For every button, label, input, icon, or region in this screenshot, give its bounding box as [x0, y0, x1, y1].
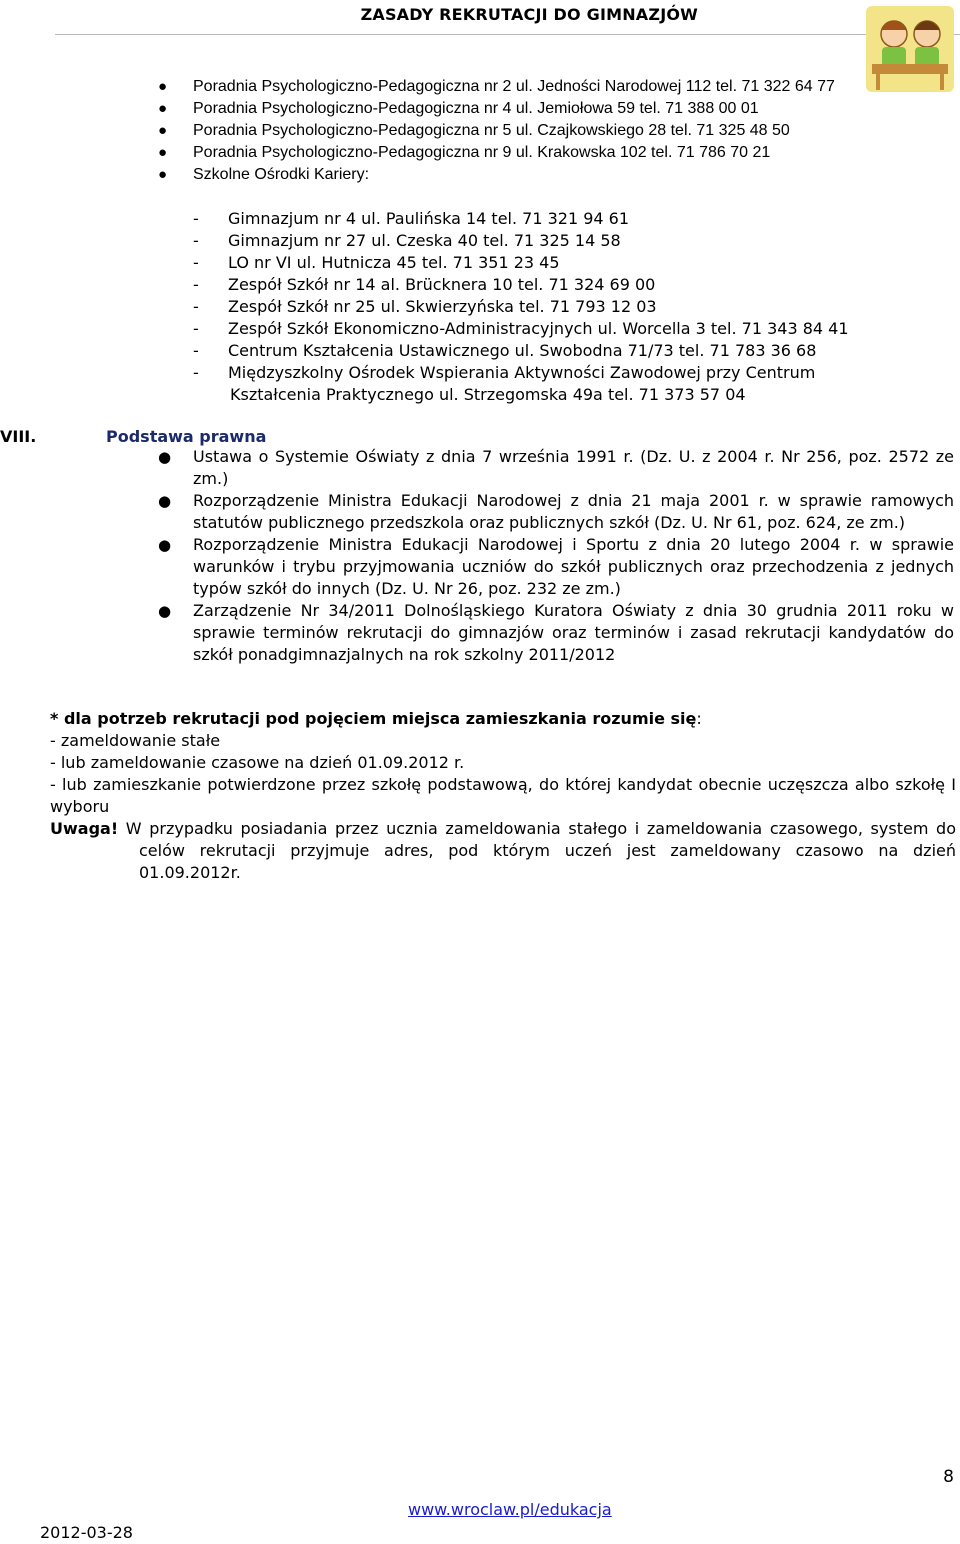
- list-item: ● Poradnia Psychologiczno-Pedagogiczna nr 9 ul. Krakowska 102 tel. 71 786 70 21: [158, 144, 771, 161]
- note-line: - lub zameldowanie czasowe na dzień 01.09.2012 r.: [50, 753, 465, 772]
- residence-notes: [50, 708, 956, 884]
- list-item: - LO nr VI ul. Hutnicza 45 tel. 71 351 23 45: [193, 253, 560, 272]
- list-item: - Zespół Szkół nr 14 al. Brücknera 10 tel. 71 324 69 00: [193, 275, 656, 294]
- legal-basis-list: [0, 446, 960, 666]
- list-item: - Zespół Szkół nr 25 ul. Skwierzyńska tel. 71 793 12 03: [193, 297, 657, 316]
- career-centers-list: [0, 208, 960, 406]
- list-item: - Gimnazjum nr 4 ul. Paulińska 14 tel. 71 321 94 61: [193, 209, 630, 228]
- list-item: - Zespół Szkół Ekonomiczno-Administracyjnych ul. Worcella 3 tel. 71 343 84 41: [193, 319, 849, 338]
- list-item: ● Poradnia Psychologiczno-Pedagogiczna nr 5 ul. Czajkowskiego 28 tel. 71 325 48 50: [158, 122, 790, 139]
- page-number: 8: [943, 1467, 954, 1487]
- footer-link[interactable]: www.wroclaw.pl/edukacja: [408, 1500, 612, 1519]
- header-title: ZASADY REKRUTACJI DO GIMNAZJÓW: [360, 5, 698, 24]
- list-item: - Centrum Kształcenia Ustawicznego ul. Swobodna 71/73 tel. 71 783 36 68: [193, 341, 817, 360]
- list-item: - Gimnazjum nr 27 ul. Czeska 40 tel. 71 325 14 58: [193, 231, 621, 250]
- list-item-continuation: Kształcenia Praktycznego ul. Strzegomska 49a tel. 71 373 57 04: [230, 385, 746, 404]
- section-title: Podstawa prawna: [106, 427, 267, 446]
- header-rule: [55, 34, 960, 35]
- note-line: - lub zamieszkanie potwierdzone przez szkołę podstawową, do której kandydat obecnie uczęszcza albo szkołę I wyboru: [50, 775, 956, 816]
- list-item: ● Zarządzenie Nr 34/2011 Dolnośląskiego Kuratora Oświaty z dnia 30 grudnia 2011 roku w sprawie terminów rekrutacji do gimnazjów oraz terminów i zasad rekrutacji kandydatów do szkół ponadgimnazjalnych na rok szkolny 2011/2012: [158, 601, 954, 664]
- list-item: ● Szkolne Ośrodki Kariery:: [158, 166, 370, 183]
- counseling-list: [0, 76, 960, 186]
- footer-date: 2012-03-28: [40, 1523, 133, 1542]
- note-line: - zameldowanie stałe: [50, 731, 221, 750]
- section-number: VIII.: [0, 427, 37, 446]
- notes-heading: * dla potrzeb rekrutacji pod pojęciem miejsca zamieszkania rozumie się:: [50, 709, 702, 728]
- list-item: ● Rozporządzenie Ministra Edukacji Narodowej z dnia 21 maja 2001 r. w sprawie ramowych statutów publicznego przedszkola oraz publicznych szkół (Dz. U. Nr 61, poz. 624, ze zm.): [158, 491, 954, 532]
- list-item: ● Ustawa o Systemie Oświaty z dnia 7 września 1991 r. (Dz. U. z 2004 r. Nr 256, poz. 2572 ze zm.): [158, 447, 954, 488]
- list-item: ● Poradnia Psychologiczno-Pedagogiczna nr 4 ul. Jemiołowa 59 tel. 71 388 00 01: [158, 100, 759, 117]
- list-item: ● Rozporządzenie Ministra Edukacji Narodowej i Sportu z dnia 20 lutego 2004 r. w sprawie warunków i trybu przyjmowania uczniów do szkół publicznych oraz przechodzenia z jednych typów szkół do innych (Dz. U. Nr 26, poz. 232 ze zm.): [158, 535, 954, 598]
- list-item: - Międzyszkolny Ośrodek Wspierania Aktywności Zawodowej przy Centrum: [193, 363, 816, 382]
- uwaga-paragraph: Uwaga! W przypadku posiadania przez ucznia zameldowania stałego i zameldowania czasowego, system do celów rekrutacji przyjmuje adres, pod którym uczeń jest zameldowany czasowo na dzień 01.09.2012r.: [50, 819, 956, 882]
- list-item: ● Poradnia Psychologiczno-Pedagogiczna nr 2 ul. Jedności Narodowej 112 tel. 71 322 64 77: [158, 78, 835, 95]
